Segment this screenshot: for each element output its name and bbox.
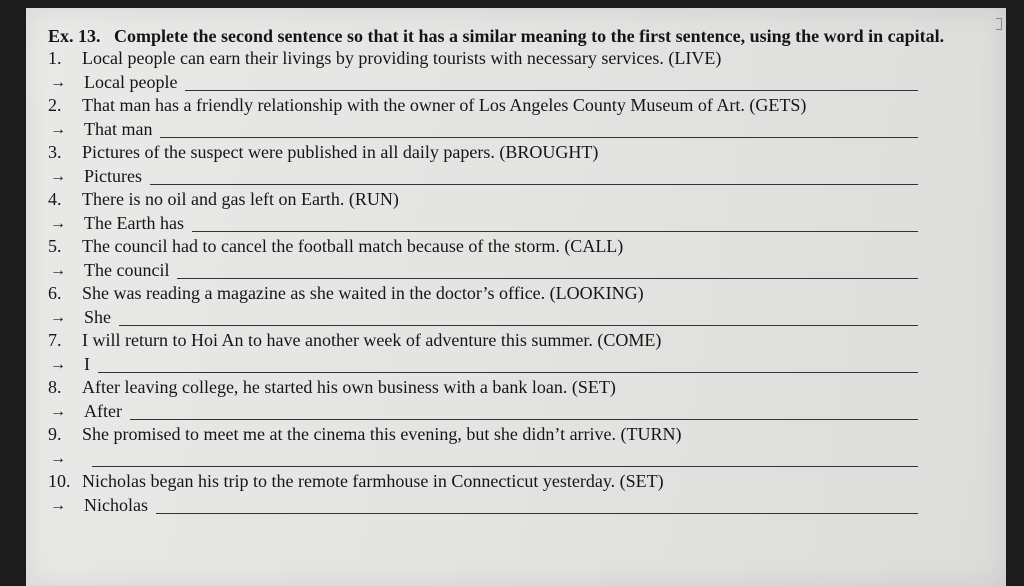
answer-prefix: That man — [84, 118, 153, 139]
arrow-icon: → — [50, 120, 66, 138]
answer-line — [48, 494, 998, 518]
answer-prefix: The Earth has — [84, 212, 184, 233]
question-text: Pictures of the suspect were published in all daily papers. (BROUGHT) — [82, 142, 599, 162]
exercise-heading — [48, 26, 998, 47]
answer-prefix: I — [84, 353, 90, 374]
question-sentence — [48, 47, 998, 71]
question-text: She was reading a magazine as she waited in the doctor’s office. (LOOKING) — [82, 283, 644, 303]
question-text: That man has a friendly relationship with the owner of Los Angeles County Museum of Art. (GETS) — [82, 95, 807, 115]
exercise-number: Ex. 13. — [48, 26, 101, 46]
answer-blank[interactable] — [130, 419, 918, 420]
answer-prefix: The council — [84, 259, 170, 280]
arrow-icon: → — [50, 73, 66, 91]
answer-blank[interactable] — [192, 231, 918, 232]
question-number: 2. — [48, 95, 62, 115]
question-sentence — [48, 188, 998, 212]
arrow-icon: → — [50, 308, 66, 326]
question-text: I will return to Hoi An to have another week of adventure this summer. (COME) — [82, 330, 662, 350]
arrow-icon: → — [50, 355, 66, 373]
answer-line — [48, 259, 998, 283]
question-text: The council had to cancel the football match because of the storm. (CALL) — [82, 236, 624, 256]
question-number: 8. — [48, 377, 62, 397]
answer-prefix: Pictures — [84, 165, 142, 186]
question-text: After leaving college, he started his own business with a bank loan. (SET) — [82, 377, 616, 397]
question-sentence — [48, 141, 998, 165]
answer-line — [48, 118, 998, 142]
question-sentence — [48, 423, 998, 447]
question-text: She promised to meet me at the cinema this evening, but she didn’t arrive. (TURN) — [82, 424, 682, 444]
arrow-icon: → — [50, 214, 66, 232]
question-sentence — [48, 470, 998, 494]
exercise-instruction: Complete the second sentence so that it has a similar meaning to the first sentence, using the word in capital. — [114, 26, 945, 46]
question-text: Nicholas began his trip to the remote farmhouse in Connecticut yesterday. (SET) — [82, 471, 664, 491]
question-number: 5. — [48, 236, 62, 256]
answer-line — [48, 71, 998, 95]
answer-prefix: She — [84, 306, 111, 327]
answer-line — [48, 306, 998, 330]
question-number: 3. — [48, 142, 62, 162]
question-number: 6. — [48, 283, 62, 303]
answer-line — [48, 165, 998, 189]
arrow-icon: → — [50, 261, 66, 279]
question-sentence — [48, 282, 998, 306]
answer-blank[interactable] — [98, 372, 918, 373]
answer-blank[interactable] — [185, 90, 918, 91]
worksheet-page — [26, 8, 1006, 586]
question-sentence — [48, 94, 998, 118]
exercise-items — [48, 47, 998, 517]
answer-line — [48, 400, 998, 424]
answer-line — [48, 212, 998, 236]
question-number: 9. — [48, 424, 62, 444]
question-sentence — [48, 235, 998, 259]
answer-blank[interactable] — [177, 278, 918, 279]
answer-blank[interactable] — [156, 513, 918, 514]
question-sentence — [48, 376, 998, 400]
answer-blank[interactable] — [160, 137, 918, 138]
answer-prefix: Local people — [84, 71, 178, 92]
arrow-icon: → — [50, 167, 66, 185]
exercise-content — [48, 26, 998, 517]
arrow-icon: → — [50, 496, 66, 514]
question-number: 10. — [48, 471, 71, 491]
answer-prefix: Nicholas — [84, 494, 148, 515]
arrow-icon: → — [50, 402, 66, 420]
question-number: 1. — [48, 48, 62, 68]
question-text: Local people can earn their livings by providing tourists with necessary services. (LIVE) — [82, 48, 722, 68]
question-number: 4. — [48, 189, 62, 209]
question-number: 7. — [48, 330, 62, 350]
answer-blank[interactable] — [150, 184, 918, 185]
answer-line — [48, 447, 998, 471]
answer-line — [48, 353, 998, 377]
arrow-icon: → — [50, 449, 66, 467]
answer-blank[interactable] — [92, 466, 918, 467]
question-text: There is no oil and gas left on Earth. (RUN) — [82, 189, 399, 209]
question-sentence — [48, 329, 998, 353]
answer-prefix: After — [84, 400, 122, 421]
answer-blank[interactable] — [119, 325, 918, 326]
